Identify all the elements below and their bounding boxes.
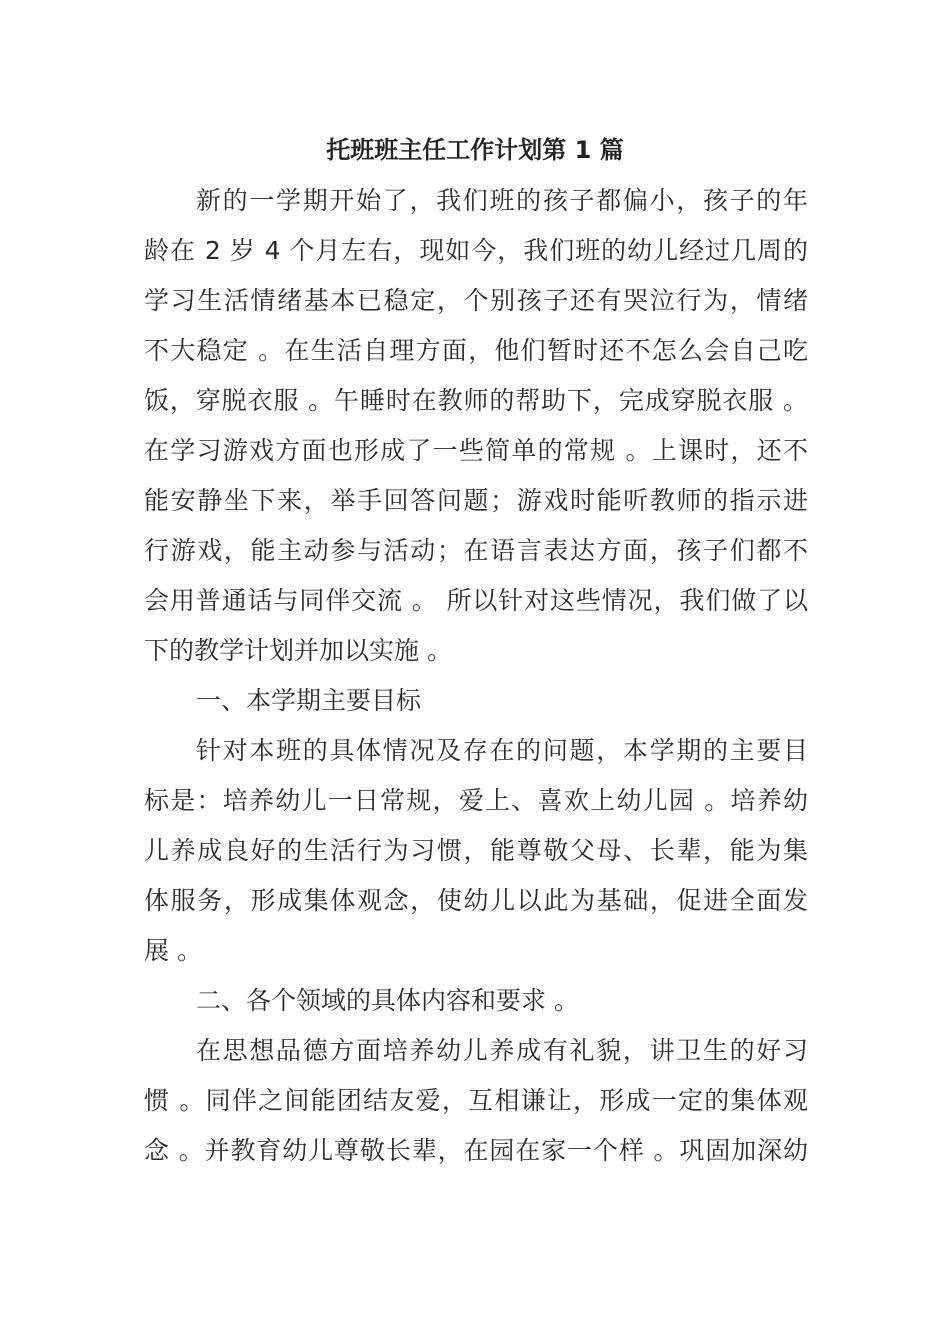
- text-line: 儿养成良好的生活行为习惯，能尊敬父母、长辈，能为集: [144, 836, 808, 865]
- text-line: 能安静坐下来，举手回答问题；游戏时能听教师的指示进: [144, 486, 808, 515]
- text-line: 惯 。同伴之间能团结友爱，互相谦让，形成一定的集体观: [144, 1086, 808, 1115]
- text-line: 行游戏，能主动参与活动；在语言表达方面，孩子们都不: [144, 536, 808, 565]
- text-line: 标是：培养幼儿一日常规，爱上、喜欢上幼儿园 。培养幼: [144, 786, 808, 815]
- text-line: 下的教学计划并加以实施 。: [144, 636, 452, 665]
- text-line: 一、本学期主要目标: [196, 686, 422, 715]
- text-line: 饭，穿脱衣服 。午睡时在教师的帮助下，完成穿脱衣服 。: [144, 386, 808, 415]
- text-line: 会用普通话与同伴交流 。 所以针对这些情况，我们做了以: [144, 586, 808, 615]
- text-line: 在学习游戏方面也形成了一些简单的常规 。上课时，还不: [144, 436, 808, 465]
- text-line: 在思想品德方面培养幼儿养成有礼貌，讲卫生的好习: [196, 1036, 808, 1065]
- text-line: 念 。并教育幼儿尊敬长辈，在园在家一个样 。巩固加深幼: [144, 1136, 808, 1165]
- text-line: 新的一学期开始了，我们班的孩子都偏小，孩子的年: [196, 186, 808, 215]
- document-body: [144, 176, 808, 1176]
- text-line: 不大稳定 。在生活自理方面，他们暂时还不怎么会自己吃: [144, 336, 808, 365]
- text-line: 针对本班的具体情况及存在的问题，本学期的主要目: [196, 736, 808, 765]
- text-line: 学习生活情绪基本已稳定，个别孩子还有哭泣行为，情绪: [144, 286, 808, 315]
- text-line: 展 。: [144, 936, 202, 965]
- text-line: 体服务，形成集体观念，使幼儿以此为基础，促进全面发: [144, 886, 808, 915]
- text-line: 龄在 2 岁 4 个月左右，现如今，我们班的幼儿经过几周的: [144, 236, 808, 265]
- document-title: 托班班主任工作计划第 1 篇: [326, 136, 624, 164]
- text-line: 二、各个领域的具体内容和要求 。: [196, 986, 579, 1015]
